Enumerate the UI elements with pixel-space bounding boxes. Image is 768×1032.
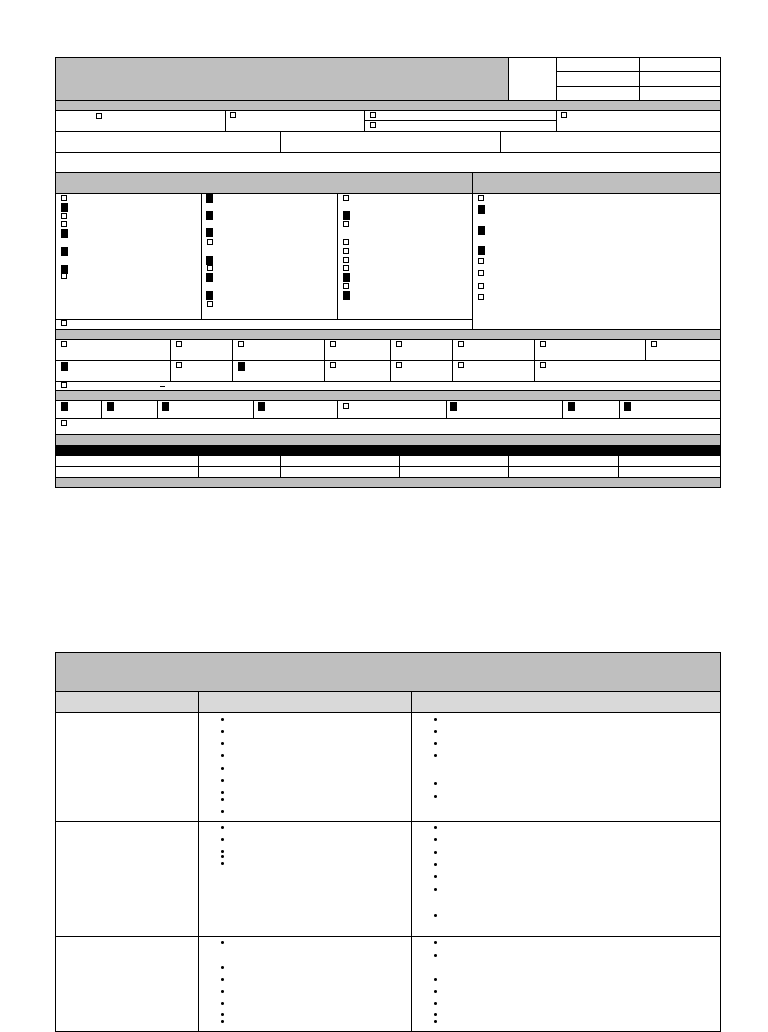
bullet (221, 850, 224, 853)
divider (508, 456, 509, 477)
divider (55, 821, 721, 822)
divider (280, 456, 281, 477)
divider (55, 400, 721, 401)
bullet (434, 782, 437, 785)
checkbox-checked[interactable] (206, 273, 213, 282)
bullet (221, 978, 224, 981)
checkbox[interactable] (651, 341, 657, 347)
bullet (434, 718, 437, 721)
checkbox-checked[interactable] (343, 291, 350, 300)
bullet (221, 966, 224, 969)
bullet (434, 954, 437, 957)
checkbox[interactable] (478, 283, 484, 289)
checkbox-checked[interactable] (61, 229, 68, 238)
checkbox-checked[interactable] (61, 402, 68, 411)
bullet (434, 978, 437, 981)
divider (55, 339, 721, 340)
checkbox[interactable] (396, 362, 402, 368)
checkbox-checked[interactable] (478, 205, 485, 214)
checkbox[interactable] (61, 420, 67, 426)
divider (618, 456, 619, 477)
checkbox[interactable] (561, 112, 567, 118)
divider (201, 193, 202, 319)
bullet (434, 863, 437, 866)
divider (198, 691, 199, 1031)
checkbox[interactable] (61, 221, 67, 227)
checkbox[interactable] (343, 239, 349, 245)
checkbox[interactable] (540, 341, 546, 347)
checkbox-checked[interactable] (478, 246, 485, 255)
checkbox[interactable] (478, 258, 484, 264)
checkbox[interactable] (61, 320, 67, 326)
section-band (56, 330, 720, 339)
checkbox[interactable] (61, 195, 67, 201)
checkbox[interactable] (458, 362, 464, 368)
checkbox[interactable] (478, 294, 484, 300)
checkbox-checked[interactable] (258, 402, 265, 411)
bullet (221, 826, 224, 829)
bullet (221, 718, 224, 721)
checkbox-checked[interactable] (61, 362, 68, 371)
divider (645, 339, 646, 360)
checkbox[interactable] (370, 122, 376, 128)
form-frame (55, 57, 721, 488)
checkbox-checked[interactable] (61, 203, 68, 212)
section-header (56, 173, 720, 193)
divider (411, 691, 412, 1031)
bullet (434, 875, 437, 878)
dash-mark (160, 386, 165, 387)
bullet (434, 838, 437, 841)
bullet (434, 795, 437, 798)
divider (55, 381, 721, 382)
divider (198, 456, 199, 477)
checkbox[interactable] (207, 301, 213, 307)
bullet (221, 798, 224, 801)
checkbox[interactable] (540, 362, 546, 368)
checkbox[interactable] (96, 113, 102, 119)
bullet (221, 838, 224, 841)
checkbox-checked[interactable] (206, 211, 213, 220)
checkbox[interactable] (458, 341, 464, 347)
divider (55, 152, 721, 153)
divider (446, 400, 447, 418)
section-band (56, 101, 720, 110)
checkbox[interactable] (207, 239, 213, 245)
bullet (434, 888, 437, 891)
divider (55, 110, 721, 111)
checkbox-checked[interactable] (206, 291, 213, 300)
divider (280, 131, 281, 152)
divider (508, 57, 509, 100)
divider (364, 120, 556, 121)
divider (619, 400, 620, 418)
divider (55, 712, 721, 713)
checkbox[interactable] (330, 341, 336, 347)
checkbox-checked[interactable] (238, 362, 245, 371)
divider (157, 400, 158, 418)
black-band (55, 445, 721, 456)
divider (101, 400, 102, 418)
checkbox-checked[interactable] (343, 273, 350, 282)
divider (639, 57, 640, 100)
divider (562, 400, 563, 418)
checkbox[interactable] (343, 283, 349, 289)
bullet (221, 810, 224, 813)
checkbox-checked[interactable] (206, 228, 213, 237)
divider (337, 400, 338, 418)
divider (337, 193, 338, 319)
checkbox[interactable] (396, 341, 402, 347)
bullet (434, 914, 437, 917)
checkbox[interactable] (343, 403, 349, 409)
divider (556, 57, 557, 100)
bullet (434, 730, 437, 733)
checkbox[interactable] (343, 265, 349, 271)
table-header-row (56, 692, 720, 712)
divider (253, 400, 254, 418)
checkbox[interactable] (176, 362, 182, 368)
bullet (221, 990, 224, 993)
checkbox-checked[interactable] (568, 402, 575, 411)
checkbox[interactable] (343, 221, 349, 227)
table-title-bar (56, 653, 720, 691)
divider (55, 466, 721, 467)
section-band (56, 435, 720, 445)
bullet (434, 851, 437, 854)
checkbox[interactable] (61, 341, 67, 347)
checkbox[interactable] (61, 382, 67, 388)
bullet (221, 1020, 224, 1023)
bullet (221, 767, 224, 770)
divider (55, 131, 721, 132)
checkbox-checked[interactable] (206, 194, 213, 203)
bullet (221, 754, 224, 757)
bullet (221, 779, 224, 782)
checkbox[interactable] (478, 270, 484, 276)
checkbox-checked[interactable] (624, 402, 631, 411)
divider (556, 71, 721, 72)
bullet (221, 941, 224, 944)
checkbox[interactable] (61, 213, 67, 219)
bullet (221, 1013, 224, 1016)
divider (55, 936, 721, 937)
checkbox[interactable] (61, 273, 67, 279)
checkbox[interactable] (370, 112, 376, 118)
divider (55, 418, 721, 419)
bullet (221, 1002, 224, 1005)
form-title-bar (56, 58, 508, 100)
bullet (434, 1020, 437, 1023)
divider (225, 110, 226, 131)
bullet (221, 742, 224, 745)
divider (55, 360, 721, 361)
bullet (221, 862, 224, 865)
bullet (434, 826, 437, 829)
checkbox[interactable] (343, 257, 349, 263)
divider (399, 456, 400, 477)
checkbox-checked[interactable] (107, 402, 114, 411)
checkbox-checked[interactable] (343, 211, 350, 220)
bullet (221, 791, 224, 794)
checkbox[interactable] (478, 195, 484, 201)
checkbox[interactable] (238, 341, 244, 347)
divider (556, 110, 557, 131)
checkbox[interactable] (343, 248, 349, 254)
divider (500, 131, 501, 152)
divider (55, 193, 721, 194)
divider (472, 172, 473, 329)
bullet (434, 1013, 437, 1016)
checkbox[interactable] (343, 195, 349, 201)
checkbox[interactable] (330, 362, 336, 368)
bullet (221, 855, 224, 858)
checkbox-checked[interactable] (478, 226, 485, 235)
checkbox[interactable] (176, 341, 182, 347)
divider (55, 319, 472, 320)
footer-band (56, 478, 720, 487)
checkbox-checked[interactable] (450, 402, 457, 411)
checkbox-checked[interactable] (162, 402, 169, 411)
divider (556, 86, 721, 87)
bullet (434, 754, 437, 757)
section-band (56, 391, 720, 400)
bullet (434, 1002, 437, 1005)
checkbox-checked[interactable] (206, 256, 213, 265)
checkbox-checked[interactable] (61, 247, 68, 256)
checkbox[interactable] (230, 112, 236, 118)
bullet (434, 742, 437, 745)
bullet (434, 941, 437, 944)
bullet (434, 990, 437, 993)
checkbox[interactable] (207, 265, 213, 271)
bullet (221, 730, 224, 733)
